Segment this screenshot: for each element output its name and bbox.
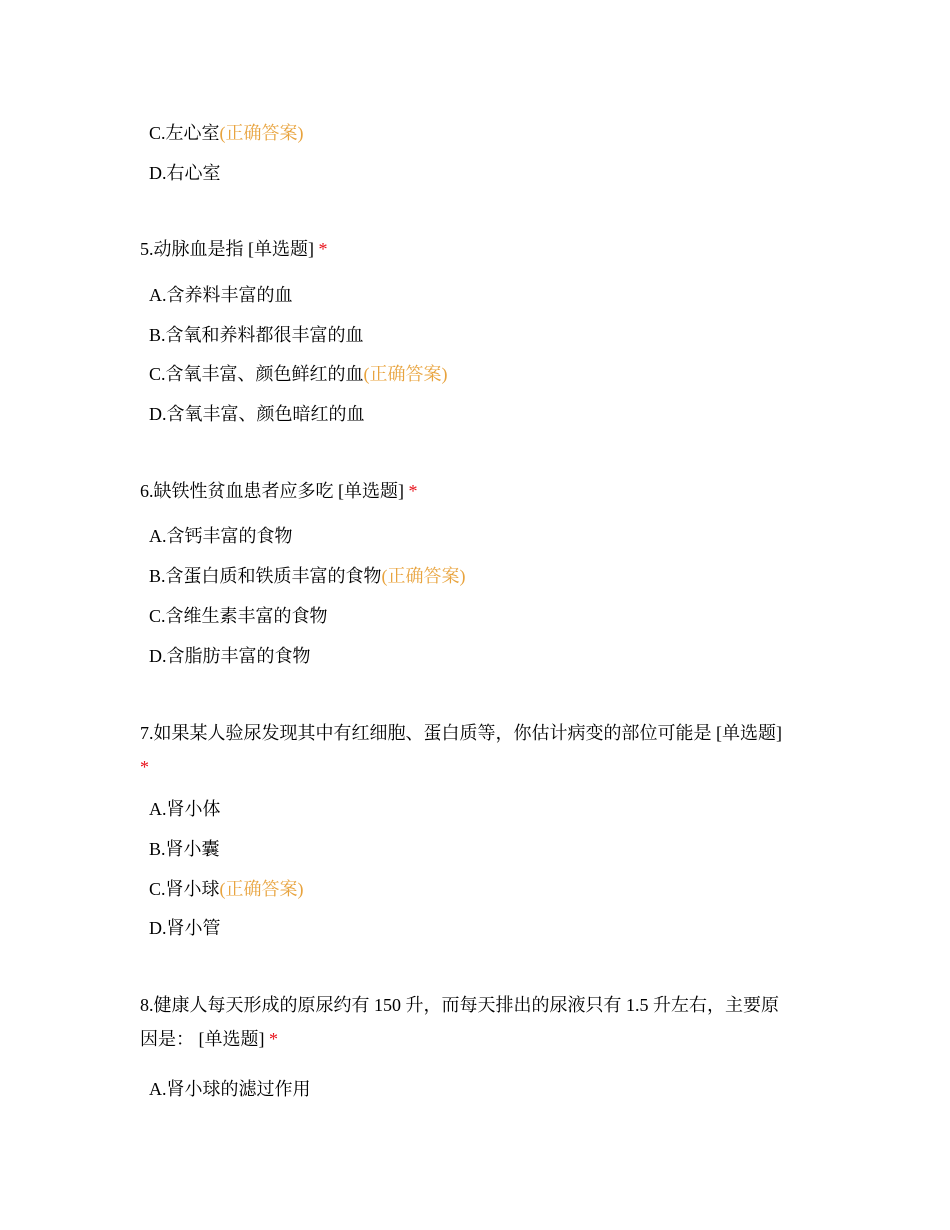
question-text: 6.缺铁性贫血患者应多吃 [单选题] (140, 481, 409, 501)
q5-option-a (149, 284, 293, 306)
option-text: A.含养料丰富的血 (149, 285, 293, 305)
q4-option-c (149, 122, 304, 144)
correct-answer-marker: (正确答案) (381, 566, 466, 586)
question-text: 5.动脉血是指 [单选题] (140, 239, 319, 259)
q6-stem (140, 474, 810, 508)
required-mark: * (318, 239, 328, 259)
correct-answer-marker: (正确答案) (219, 879, 304, 899)
correct-answer-marker: (正确答案) (219, 123, 304, 143)
q6-option-d (149, 645, 311, 667)
option-text: C.含维生素丰富的食物 (149, 606, 328, 626)
q7-option-b (149, 838, 220, 860)
option-text: D.肾小管 (149, 918, 221, 938)
q7-stem (140, 716, 810, 784)
option-text: D.右心室 (149, 163, 221, 183)
q6-option-b (149, 565, 466, 587)
q7-option-d (149, 917, 221, 939)
q6-option-a (149, 525, 293, 547)
option-text: C.含氧丰富、颜色鲜红的血 (149, 364, 364, 384)
option-text: A.肾小球的滤过作用 (149, 1079, 311, 1099)
required-mark: * (269, 1029, 278, 1049)
option-text: D.含氧丰富、颜色暗红的血 (149, 404, 365, 424)
option-text: A.含钙丰富的食物 (149, 526, 293, 546)
question-text-line1: 8.健康人每天形成的原尿约有 150 升，而每天排出的尿液只有 1.5 升左右，主要原 (140, 995, 779, 1015)
option-text: C.左心室 (149, 123, 220, 143)
option-text: B.肾小囊 (149, 839, 220, 859)
option-text: C.肾小球 (149, 879, 220, 899)
option-text: B.含蛋白质和铁质丰富的食物 (149, 566, 382, 586)
question-text-line2: 因是： [单选题] (140, 1029, 269, 1049)
q5-stem (140, 232, 810, 266)
correct-answer-marker: (正确答案) (363, 364, 448, 384)
q8-option-a (149, 1078, 311, 1100)
q5-option-c (149, 363, 448, 385)
q8-stem (140, 988, 810, 1056)
q5-option-d (149, 403, 365, 425)
q5-option-b (149, 324, 364, 346)
question-text: 7.如果某人验尿发现其中有红细胞、蛋白质等，你估计病变的部位可能是 [单选题] (140, 723, 782, 743)
option-text: D.含脂肪丰富的食物 (149, 646, 311, 666)
option-text: B.含氧和养料都很丰富的血 (149, 325, 364, 345)
q4-option-d (149, 162, 221, 184)
option-text: A.肾小体 (149, 799, 221, 819)
q6-option-c (149, 605, 328, 627)
q7-option-c (149, 878, 304, 900)
q7-option-a (149, 798, 221, 820)
required-mark: * (408, 481, 418, 501)
required-mark: * (140, 757, 149, 777)
